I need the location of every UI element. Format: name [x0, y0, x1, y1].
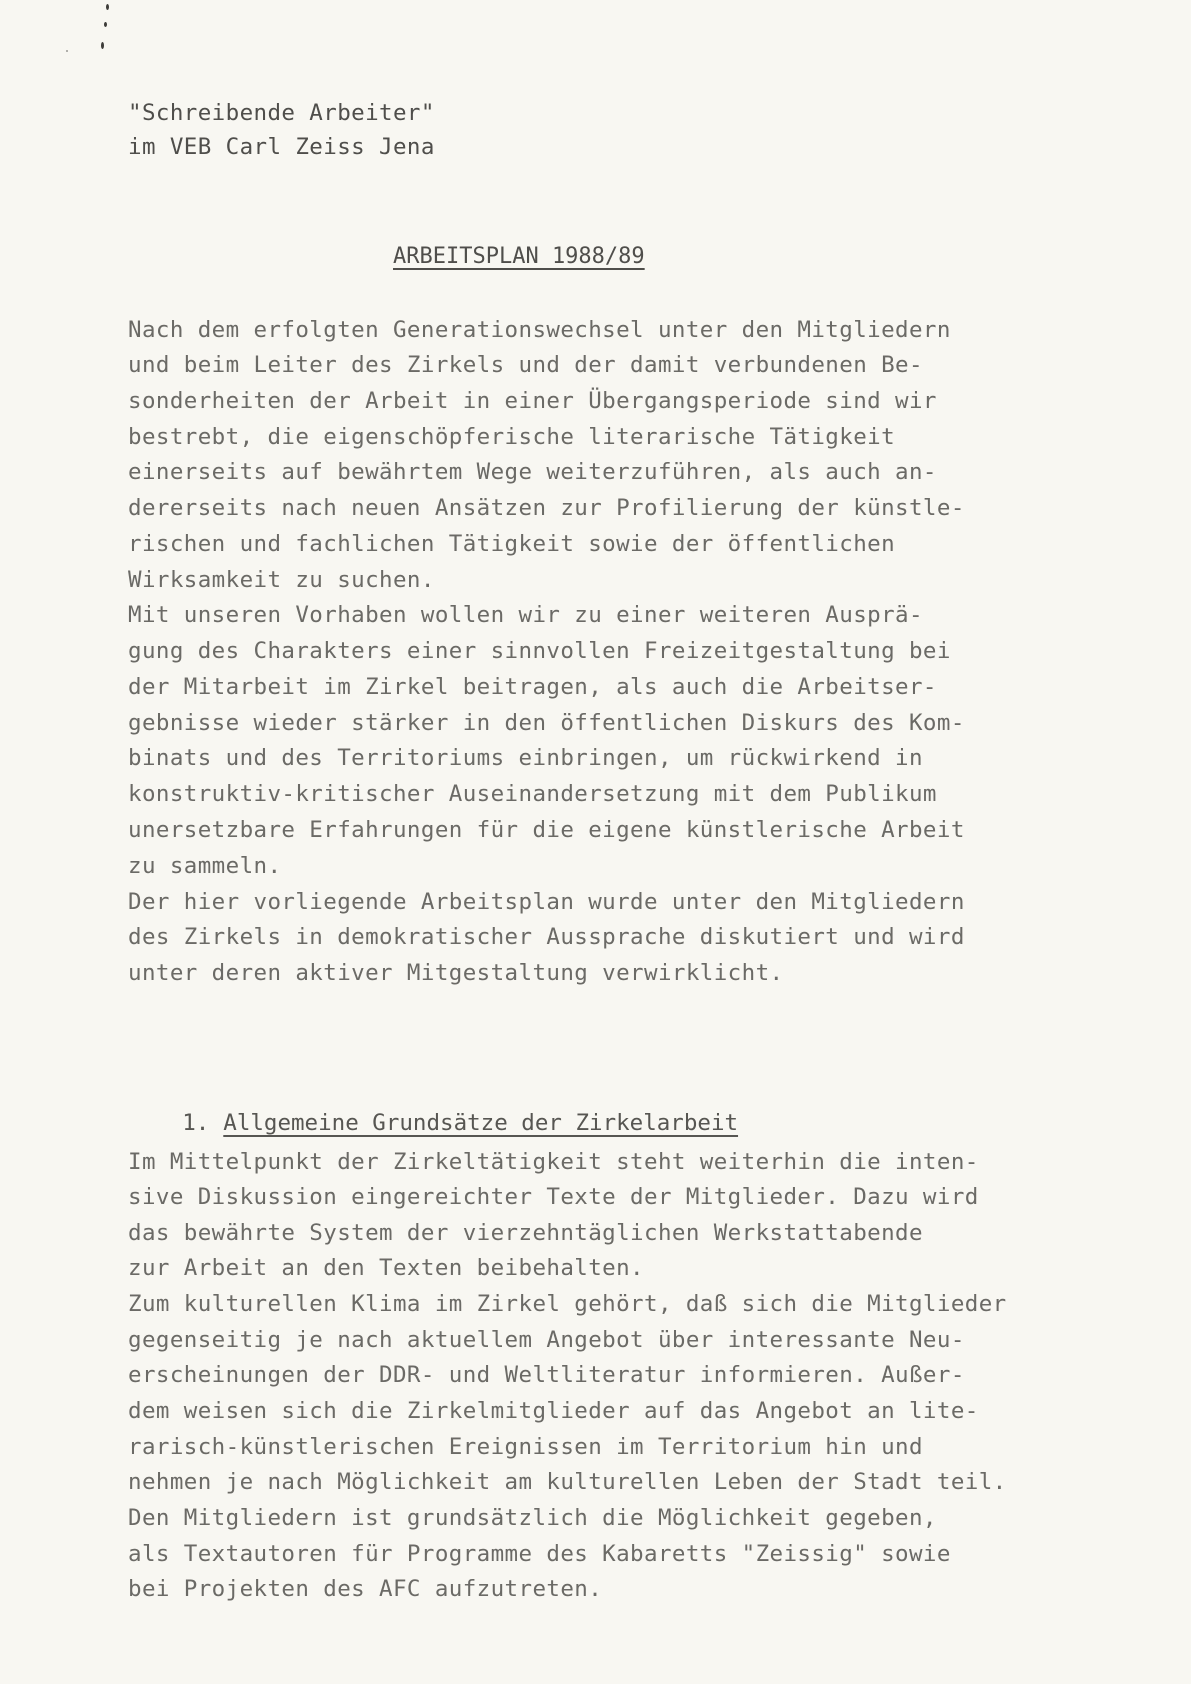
section-line: dem weisen sich die Zirkelmitglieder auf das Angebot an lite-: [128, 1398, 979, 1424]
section-line: nehmen je nach Möglichkeit am kulturellen Leben der Stadt teil.: [128, 1469, 1007, 1495]
section-line: erscheinungen der DDR- und Weltliteratur informieren. Außer-: [128, 1362, 965, 1388]
section-line: Im Mittelpunkt der Zirkeltätigkeit steht weiterhin die inten-: [128, 1149, 979, 1175]
section-line: das bewährte System der vierzehntäglichen Werkstattabende: [128, 1220, 923, 1246]
section-line: sive Diskussion eingereichter Texte der Mitglieder. Dazu wird: [128, 1184, 979, 1210]
intro-line: konstruktiv-kritischer Auseinandersetzung mit dem Publikum: [128, 781, 937, 807]
intro-line: bestrebt, die eigenschöpferische literarische Tätigkeit: [128, 424, 896, 450]
ink-speck: [101, 42, 104, 49]
intro-line: unter deren aktiver Mitgestaltung verwirklicht.: [128, 960, 784, 986]
intro-line: und beim Leiter des Zirkels und der damit verbundenen Be-: [128, 352, 923, 378]
intro-line: rischen und fachlichen Tätigkeit sowie der öffentlichen: [128, 531, 896, 557]
header-line-2: im VEB Carl Zeiss Jena: [128, 134, 435, 160]
intro-line: gung des Charakters einer sinnvollen Freizeitgestaltung bei: [128, 638, 951, 664]
ink-speck: [66, 50, 68, 52]
intro-line: der Mitarbeit im Zirkel beitragen, als auch die Arbeitser-: [128, 674, 937, 700]
intro-line: zu sammeln.: [128, 853, 282, 879]
intro-line: gebnisse wieder stärker in den öffentlichen Diskurs des Kom-: [128, 710, 965, 736]
section-line: als Textautoren für Programme des Kabaretts "Zeissig" sowie: [128, 1541, 951, 1567]
intro-line: sonderheiten der Arbeit in einer Übergangsperiode sind wir: [128, 388, 937, 414]
intro-line: des Zirkels in demokratischer Aussprache diskutiert und wird: [128, 924, 965, 950]
intro-line: unersetzbare Erfahrungen für die eigene künstlerische Arbeit: [128, 817, 965, 843]
section-line: rarisch-künstlerischen Ereignissen im Territorium hin und: [128, 1434, 923, 1460]
intro-line: dererseits nach neuen Ansätzen zur Profilierung der künstle-: [128, 495, 965, 521]
section-line: zur Arbeit an den Texten beibehalten.: [128, 1255, 645, 1281]
section-line: Den Mitgliedern ist grundsätzlich die Möglichkeit gegeben,: [128, 1505, 937, 1531]
intro-line: Der hier vorliegende Arbeitsplan wurde unter den Mitgliedern: [128, 889, 965, 915]
header-line-1: "Schreibende Arbeiter": [128, 100, 435, 126]
document-title: ARBEITSPLAN 1988/89: [393, 244, 645, 269]
section-title: Allgemeine Grundsätze der Zirkelarbeit: [223, 1110, 739, 1136]
section-line: bei Projekten des AFC aufzutreten.: [128, 1576, 603, 1602]
intro-line: Wirksamkeit zu suchen.: [128, 567, 435, 593]
section-line: Zum kulturellen Klima im Zirkel gehört, daß sich die Mitglieder: [128, 1291, 1007, 1317]
intro-line: einerseits auf bewährtem Wege weiterzuführen, als auch an-: [128, 459, 937, 485]
ink-speck: [106, 4, 109, 10]
intro-line: Nach dem erfolgten Generationswechsel unter den Mitgliedern: [128, 317, 951, 343]
intro-line: Mit unseren Vorhaben wollen wir zu einer weiteren Ausprä-: [128, 602, 923, 628]
ink-speck: [104, 22, 107, 27]
section-line: gegenseitig je nach aktuellem Angebot über interessante Neu-: [128, 1327, 965, 1353]
intro-line: binats und des Territoriums einbringen, um rückwirkend in: [128, 745, 923, 771]
section-number: 1.: [182, 1110, 210, 1136]
